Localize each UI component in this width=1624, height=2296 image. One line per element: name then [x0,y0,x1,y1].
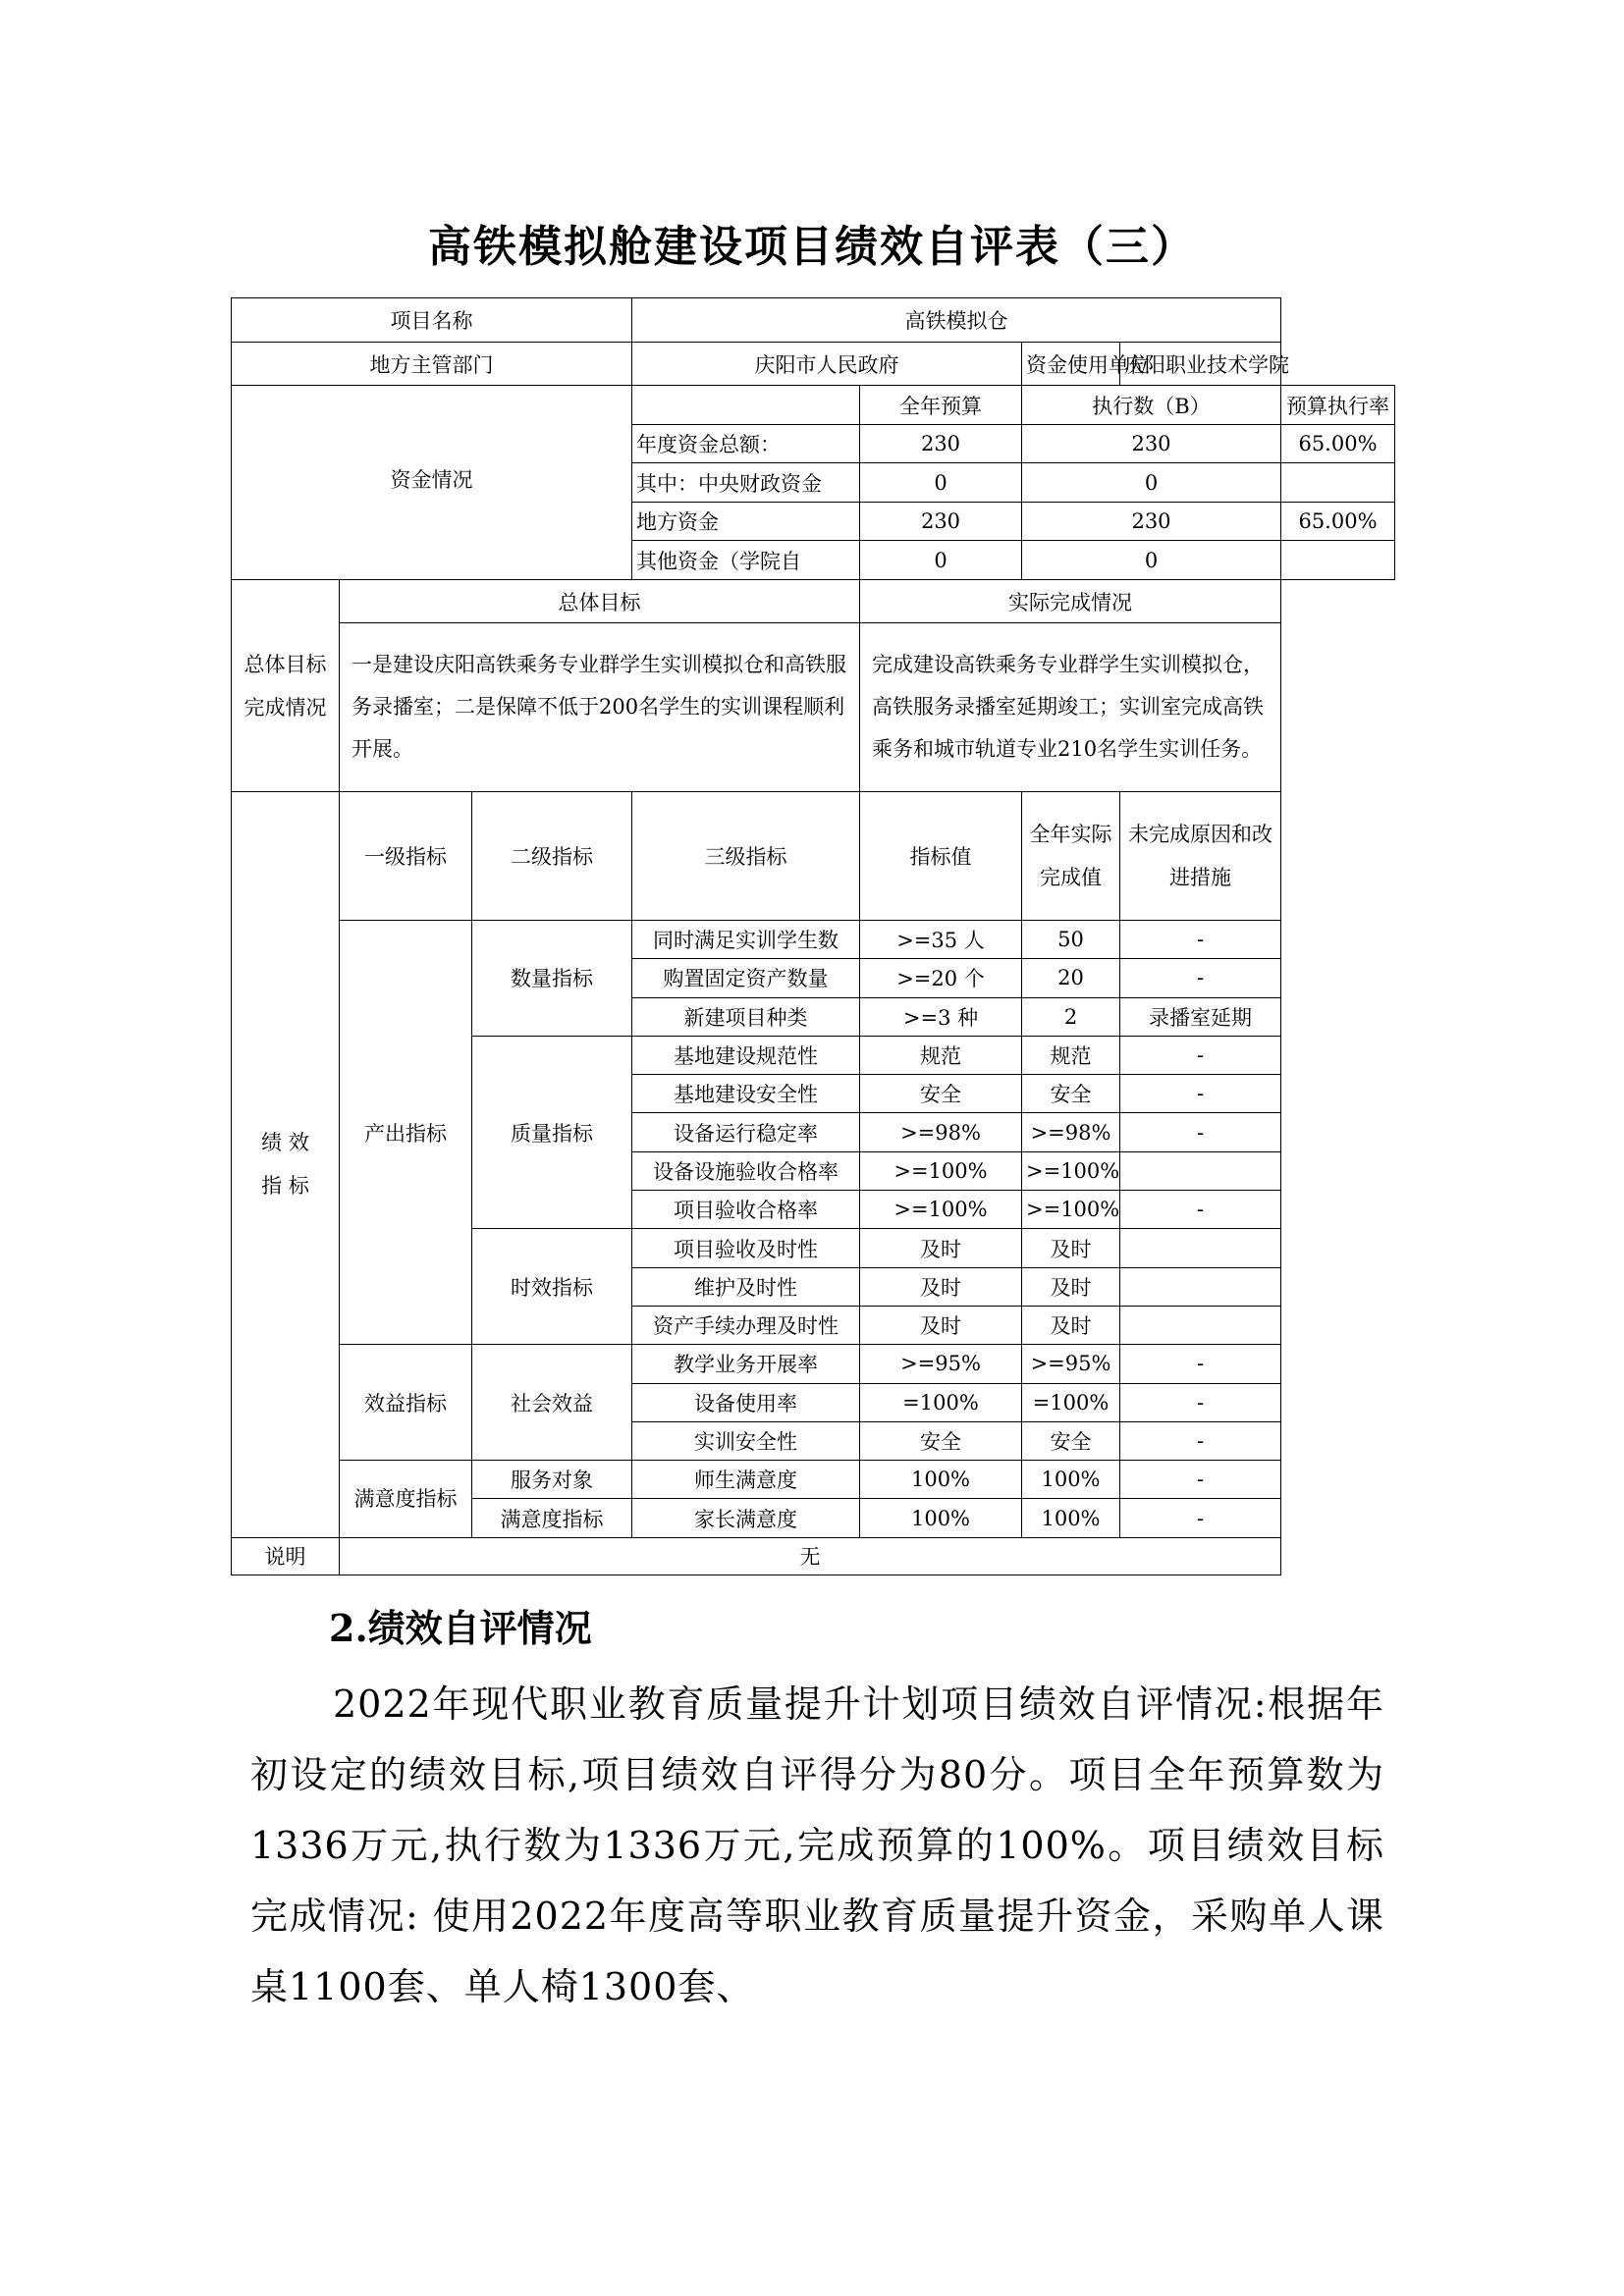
dept-value: 庆阳市人民政府 [632,343,1022,386]
indicator-target: 安全 [860,1075,1022,1113]
indicator-target: >=3 种 [860,997,1022,1036]
time-indicator-label: 时效指标 [472,1229,632,1345]
goals-label: 总体目标 完成情况 [232,580,340,792]
indicator-name: 设备运行稳定率 [632,1113,860,1151]
funds-row-executed: 230 [1022,425,1281,463]
indicator-note: 录播室延期 [1120,997,1281,1036]
indicator-actual: 及时 [1022,1306,1120,1344]
indicator-name: 资产手续办理及时性 [632,1306,860,1344]
funds-row-name: 其中：中央财政资金 [632,463,860,503]
indicator-name: 项目验收合格率 [632,1191,860,1229]
indicators-label: 绩 效 指 标 [232,792,340,1538]
section-heading: 2.绩效自评情况 [329,1606,592,1650]
funds-label: 资金情况 [232,386,632,580]
indicator-target: 规范 [860,1036,1022,1074]
indicator-target: >=95% [860,1345,1022,1383]
funds-row-executed: 230 [1022,503,1281,541]
indicator-target: =100% [860,1383,1022,1421]
indicator-note [1120,1267,1281,1306]
goals-actual-text: 完成建设高铁乘务专业群学生实训模拟仓，高铁服务录播室延期竣工；实训室完成高铁乘务和城市轨道专业210名学生实训任务。 [860,623,1281,792]
self-evaluation-table [231,297,1395,1575]
indicator-note: - [1120,1461,1281,1499]
indicator-name: 实训安全性 [632,1421,860,1460]
funds-row-budget: 230 [860,425,1022,463]
unit-label: 资金使用单位 [1022,343,1120,386]
indicator-note: - [1120,1421,1281,1460]
indicator-actual: >=95% [1022,1345,1120,1383]
satisfaction-indicator-label: 满意度指标 [340,1461,472,1538]
indicator-name: 设备设施验收合格率 [632,1151,860,1190]
indicator-name: 基地建设安全性 [632,1075,860,1113]
indicator-actual: 2 [1022,997,1120,1036]
indicator-note: - [1120,959,1281,997]
indicators-header-target: 指标值 [860,792,1022,921]
indicator-row [232,921,1395,959]
funds-row-budget: 230 [860,503,1022,541]
quantity-indicator-label: 数量指标 [472,921,632,1037]
service-object-label: 服务对象 [472,1461,632,1499]
indicator-actual: 及时 [1022,1229,1120,1267]
funds-row-rate [1281,541,1395,580]
indicator-target: >=98% [860,1113,1022,1151]
funds-row-executed: 0 [1022,541,1281,580]
indicator-target: >=100% [860,1151,1022,1190]
funds-row-name: 其他资金（学院自 [632,541,860,580]
indicator-row [232,1461,1395,1499]
indicator-note [1120,1306,1281,1344]
indicator-target: 及时 [860,1229,1022,1267]
funds-header-row [232,386,1395,425]
funds-row-executed: 0 [1022,463,1281,503]
indicator-target: 及时 [860,1306,1022,1344]
indicator-actual: 规范 [1022,1036,1120,1074]
indicator-actual: =100% [1022,1383,1120,1421]
dept-row [232,343,1395,386]
indicator-name: 设备使用率 [632,1383,860,1421]
dept-label: 地方主管部门 [232,343,632,386]
funds-row-budget: 0 [860,541,1022,580]
indicator-target: 安全 [860,1421,1022,1460]
indicator-target: 100% [860,1461,1022,1499]
indicator-name: 新建项目种类 [632,997,860,1036]
funds-row-name: 地方资金 [632,503,860,541]
funds-header-rate: 预算执行率 [1281,386,1395,425]
indicators-header-note: 未完成原因和改进措施 [1120,792,1281,921]
indicator-note: - [1120,1075,1281,1113]
indicators-header-actual: 全年实际完成值 [1022,792,1120,921]
remark-value: 无 [340,1537,1281,1575]
goals-overall-header: 总体目标 [340,580,860,623]
indicator-actual: 100% [1022,1461,1120,1499]
indicator-note: - [1120,1113,1281,1151]
funds-row-rate: 65.00% [1281,425,1395,463]
indicator-note: - [1120,1345,1281,1383]
indicator-name: 基地建设规范性 [632,1036,860,1074]
indicator-actual: >=98% [1022,1113,1120,1151]
funds-header-budget: 全年预算 [860,386,1022,425]
indicator-actual: 安全 [1022,1075,1120,1113]
goals-overall-text: 一是建设庆阳高铁乘务专业群学生实训模拟仓和高铁服务录播室；二是保障不低于200名学生的实训课程顺利开展。 [340,623,860,792]
remark-row [232,1537,1395,1575]
indicator-target: >=20 个 [860,959,1022,997]
social-benefit-label: 社会效益 [472,1345,632,1461]
funds-row-name: 年度资金总额： [632,425,860,463]
indicator-actual: 50 [1022,921,1120,959]
indicator-actual: >=100% [1022,1191,1120,1229]
funds-header-blank [632,386,860,425]
indicator-target: 及时 [860,1267,1022,1306]
funds-row-budget: 0 [860,463,1022,503]
goals-header-row [232,580,1395,623]
body-paragraph: 2022年现代职业教育质量提升计划项目绩效自评情况:根据年初设定的绩效目标,项目绩效自评得分为80分。项目全年预算数为1336万元,执行数为1336万元,完成预算的100%。项目绩效目标完成情况: 使用2022年度高等职业教育质量提升资金，采购单人课桌1100套、单人椅1300套、 [250,1682,1384,2008]
indicator-note: - [1120,1499,1281,1537]
benefit-indicator-label: 效益指标 [340,1345,472,1461]
project-name-value: 高铁模拟仓 [632,298,1281,343]
indicator-actual: 20 [1022,959,1120,997]
indicator-name: 教学业务开展率 [632,1345,860,1383]
indicator-actual: 安全 [1022,1421,1120,1460]
funds-row-rate: 65.00% [1281,503,1395,541]
document-title: 高铁模拟舱建设项目绩效自评表（三） [428,222,1196,272]
output-indicator-label: 产出指标 [340,921,472,1345]
remark-label: 说明 [232,1537,340,1575]
indicator-note [1120,1151,1281,1190]
indicator-name: 师生满意度 [632,1461,860,1499]
indicator-row [232,1345,1395,1383]
indicator-name: 项目验收及时性 [632,1229,860,1267]
indicators-header-row [232,792,1395,921]
indicator-name: 购置固定资产数量 [632,959,860,997]
indicators-header-level3: 三级指标 [632,792,860,921]
indicator-note: - [1120,1036,1281,1074]
funds-row-rate [1281,463,1395,503]
indicator-note: - [1120,921,1281,959]
project-name-label: 项目名称 [232,298,632,343]
indicator-target: 100% [860,1499,1022,1537]
indicators-header-level2: 二级指标 [472,792,632,921]
goals-content-row [232,623,1395,792]
indicator-note: - [1120,1383,1281,1421]
unit-value: 庆阳职业技术学院 [1120,343,1281,386]
indicator-actual: >=100% [1022,1151,1120,1190]
indicator-actual: 100% [1022,1499,1120,1537]
project-name-row [232,298,1395,343]
indicator-name: 家长满意度 [632,1499,860,1537]
indicator-name: 维护及时性 [632,1267,860,1306]
goals-actual-header: 实际完成情况 [860,580,1281,623]
indicator-name: 同时满足实训学生数 [632,921,860,959]
satisfaction-subindicator-label: 满意度指标 [472,1499,632,1537]
indicator-note [1120,1229,1281,1267]
indicator-target: >=35 人 [860,921,1022,959]
indicator-target: >=100% [860,1191,1022,1229]
indicator-note: - [1120,1191,1281,1229]
funds-header-executed: 执行数（B） [1022,386,1281,425]
indicators-header-level1: 一级指标 [340,792,472,921]
indicator-actual: 及时 [1022,1267,1120,1306]
quality-indicator-label: 质量指标 [472,1036,632,1228]
